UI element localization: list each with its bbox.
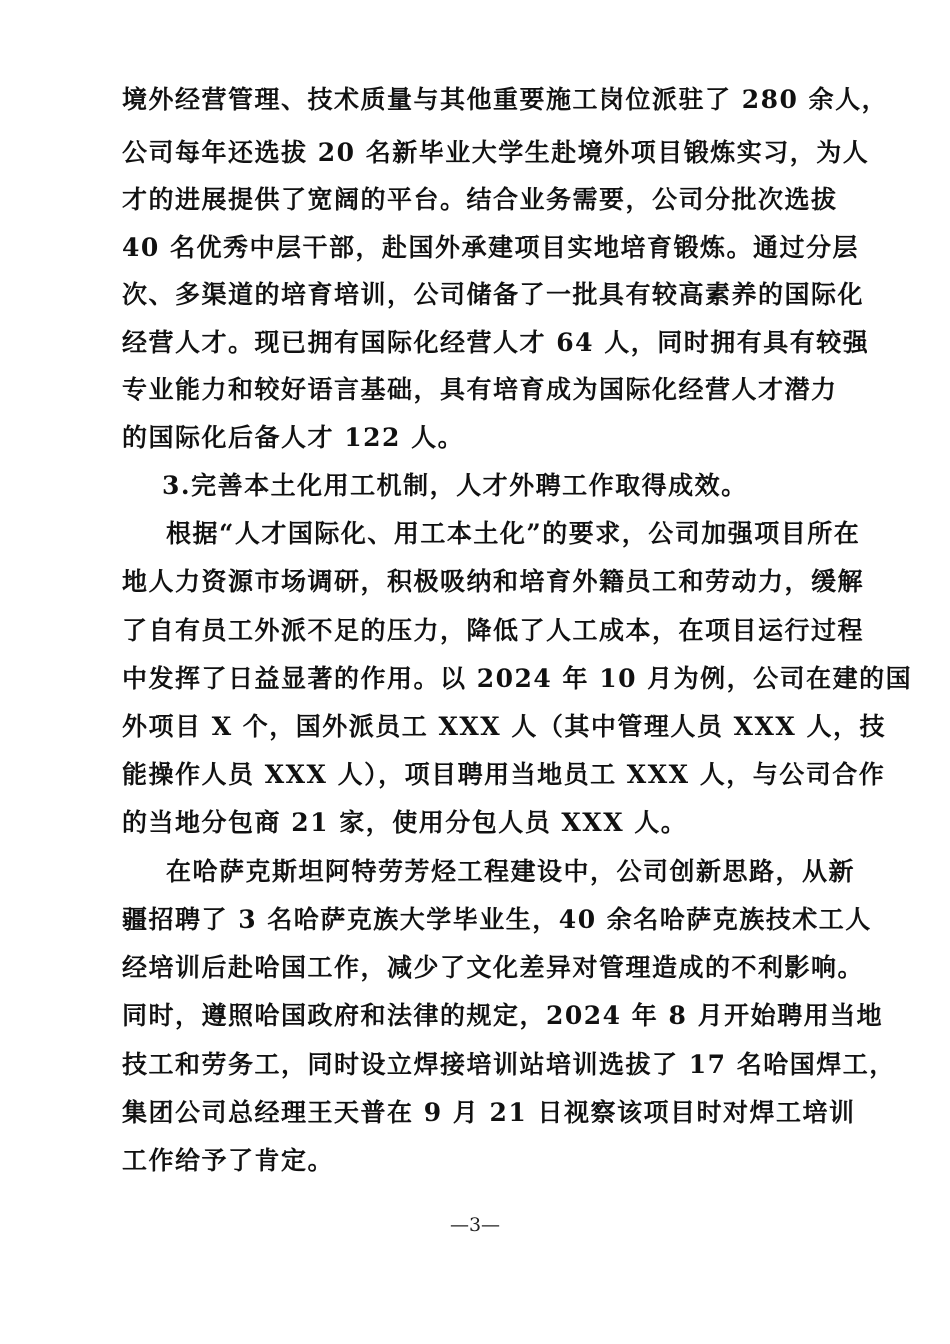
text-line: 才的进展提供了宽阔的平台。结合业务需要，公司分批次选拔 — [122, 185, 838, 214]
section-heading: 3.完善本土化用工机制，人才外聘工作取得成效。 — [162, 471, 748, 500]
text-line: 40 名优秀中层干部，赴国外承建项目实地培育锻炼。通过分层 — [122, 233, 859, 262]
text-line: 次、多渠道的培育培训，公司储备了一批具有较高素养的国际化 — [122, 280, 865, 309]
page-number: —3— — [449, 1214, 501, 1236]
text-line: 能操作人员 XXX 人），项目聘用当地员工 XXX 人，与公司合作 — [122, 760, 886, 789]
text-line: 了自有员工外派不足的压力，降低了人工成本，在项目运行过程 — [122, 616, 865, 645]
text-line: 境外经营管理、技术质量与其他重要施工岗位派驻了 280 余人， — [122, 85, 889, 114]
text-line: 经营人才。现已拥有国际化经营人才 64 人，同时拥有具有较强 — [122, 328, 870, 357]
text-line: 经培训后赴哈国工作，减少了文化差异对管理造成的不利影响。 — [122, 953, 865, 982]
text-line: 中发挥了日益显著的作用。以 2024 年 10 月为例，公司在建的国 — [122, 664, 913, 693]
text-line: 专业能力和较好语言基础，具有培育成为国际化经营人才潜力 — [122, 375, 838, 404]
text-line: 同时，遵照哈国政府和法律的规定，2024 年 8 月开始聘用当地 — [122, 1001, 884, 1030]
text-line: 工作给予了肯定。 — [122, 1146, 335, 1175]
text-line: 公司每年还选拔 20 名新毕业大学生赴境外项目锻炼实习，为人 — [122, 138, 870, 167]
text-line: 的国际化后备人才 122 人。 — [122, 423, 465, 452]
text-line: 地人力资源市场调研，积极吸纳和培育外籍员工和劳动力，缓解 — [122, 567, 865, 596]
text-line: 疆招聘了 3 名哈萨克族大学毕业生，40 余名哈萨克族技术工人 — [122, 905, 872, 934]
paragraph-start: 在哈萨克斯坦阿特劳芳烃工程建设中，公司创新思路，从新 — [166, 857, 856, 886]
text-line: 集团公司总经理王天普在 9 月 21 日视察该项目时对焊工培训 — [122, 1098, 856, 1127]
paragraph-start: 根据“人才国际化、用工本土化”的要求，公司加强项目所在 — [166, 519, 861, 548]
text-line: 外项目 X 个，国外派员工 XXX 人（其中管理人员 XXX 人，技 — [122, 712, 887, 741]
text-line: 技工和劳务工，同时设立焊接培训站培训选拔了 17 名哈国焊工， — [122, 1050, 896, 1079]
text-line: 的当地分包商 21 家，使用分包人员 XXX 人。 — [122, 808, 688, 837]
